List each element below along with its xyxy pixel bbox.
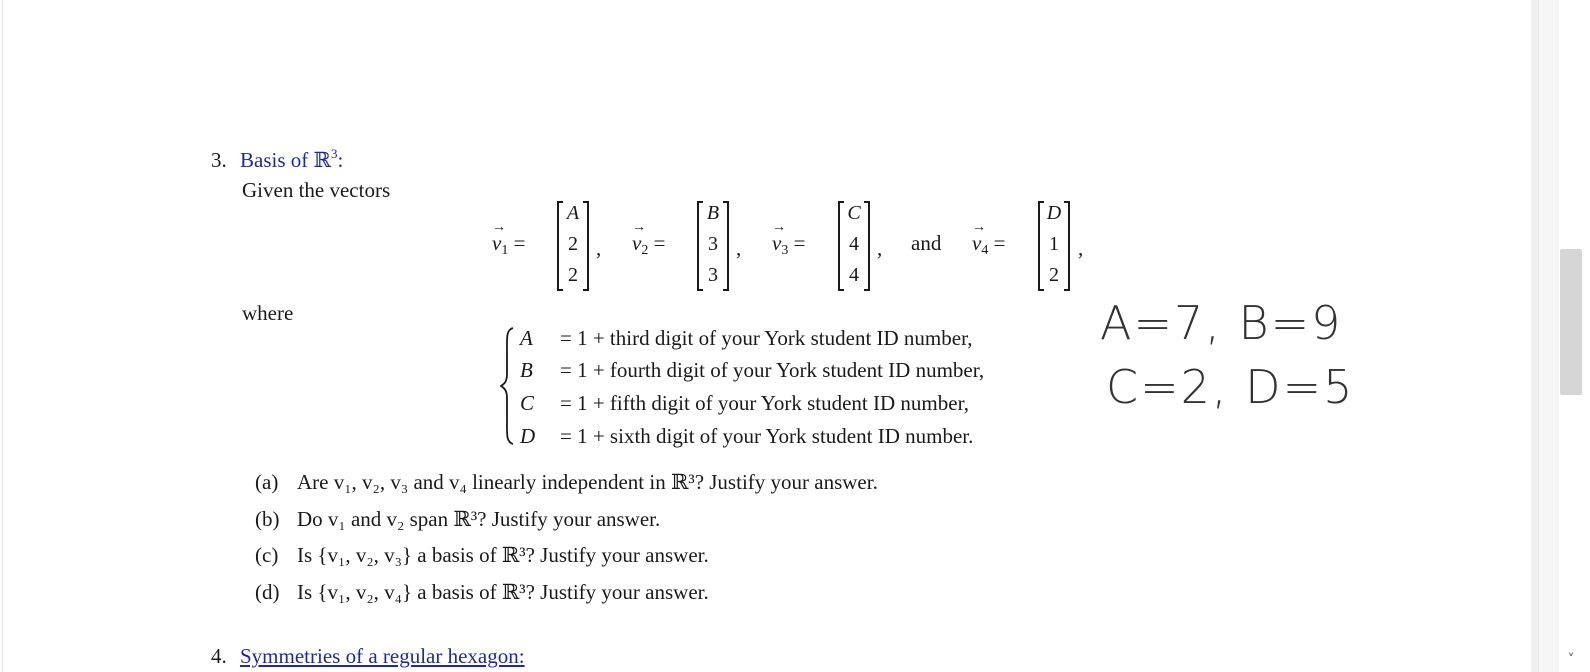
def-D: D = 1 + sixth digit of your York student ID number. (520, 424, 974, 448)
part-b: (b) Do v₁ and v₂ span ℝ³? Justify your answer. (255, 507, 661, 531)
v3-entry: 4 (849, 264, 859, 286)
v4-label: → $v_4$ = (972, 231, 1005, 259)
v4-entry: 1 (1049, 233, 1059, 255)
problem-title: Symmetries of a regular hexagon: (240, 644, 525, 668)
part-d: (d) Is {v₁, v₂, v₄} a basis of ℝ³? Justify your answer. (255, 580, 709, 604)
handwritten-answer-line2: C=2, D=5 (1106, 360, 1355, 414)
def-B: B = 1 + fourth digit of your York student ID number, (520, 358, 985, 382)
v3-entry: 4 (849, 233, 859, 255)
given-text: Given the vectors (242, 178, 391, 202)
v2-entry: B (706, 202, 720, 224)
problem-3-heading (211, 146, 343, 173)
v3-entry: C (847, 202, 861, 224)
handwritten-answer-line1: A=7, B=9 (1100, 296, 1343, 350)
v3-label: → $v_3$ = (772, 231, 805, 259)
problem-number: 4. (211, 644, 227, 668)
part-a: (a) Are v₁, v₂, v₃ and v₄ linearly independent in ℝ³? Justify your answer. (255, 470, 878, 494)
v1-entry: 2 (568, 264, 578, 286)
def-C: C = 1 + fifth digit of your York student ID number, (520, 391, 969, 415)
v1-entry: 2 (568, 233, 578, 255)
def-A: A = 1 + third digit of your York student ID number, (520, 326, 973, 350)
scrollbar-track[interactable] (1538, 0, 1559, 672)
viewer-gutter (1531, 0, 1538, 672)
v2-entry: 3 (708, 233, 718, 255)
problem-title: Basis of ℝ$^3$: (240, 146, 344, 172)
v2-label: → $v_2$ = (632, 231, 665, 259)
problem-number: 3. (211, 148, 227, 172)
and-word: and (911, 231, 942, 255)
v4-entry: 2 (1049, 264, 1059, 286)
scroll-down-icon[interactable]: ˅ (1567, 652, 1575, 668)
v2-entry: 3 (708, 264, 718, 286)
comma: , (1078, 236, 1084, 260)
comma: , (877, 236, 883, 260)
problem-4-heading (211, 644, 525, 669)
vector-v2 (697, 201, 729, 291)
comma: , (736, 236, 742, 260)
v1-entry: A (566, 202, 580, 224)
comma: , (596, 236, 602, 260)
left-brace-icon (500, 326, 514, 446)
where-text: where (242, 301, 294, 325)
vector-v1 (557, 201, 589, 291)
v1-label: → $v_1$ = (492, 231, 525, 259)
vector-v4 (1038, 201, 1070, 291)
scrollbar-thumb[interactable] (1560, 249, 1582, 395)
part-c: (c) Is {v₁, v₂, v₃} a basis of ℝ³? Justify your answer. (255, 543, 709, 567)
vector-v3 (838, 201, 870, 291)
v4-entry: D (1046, 202, 1062, 224)
